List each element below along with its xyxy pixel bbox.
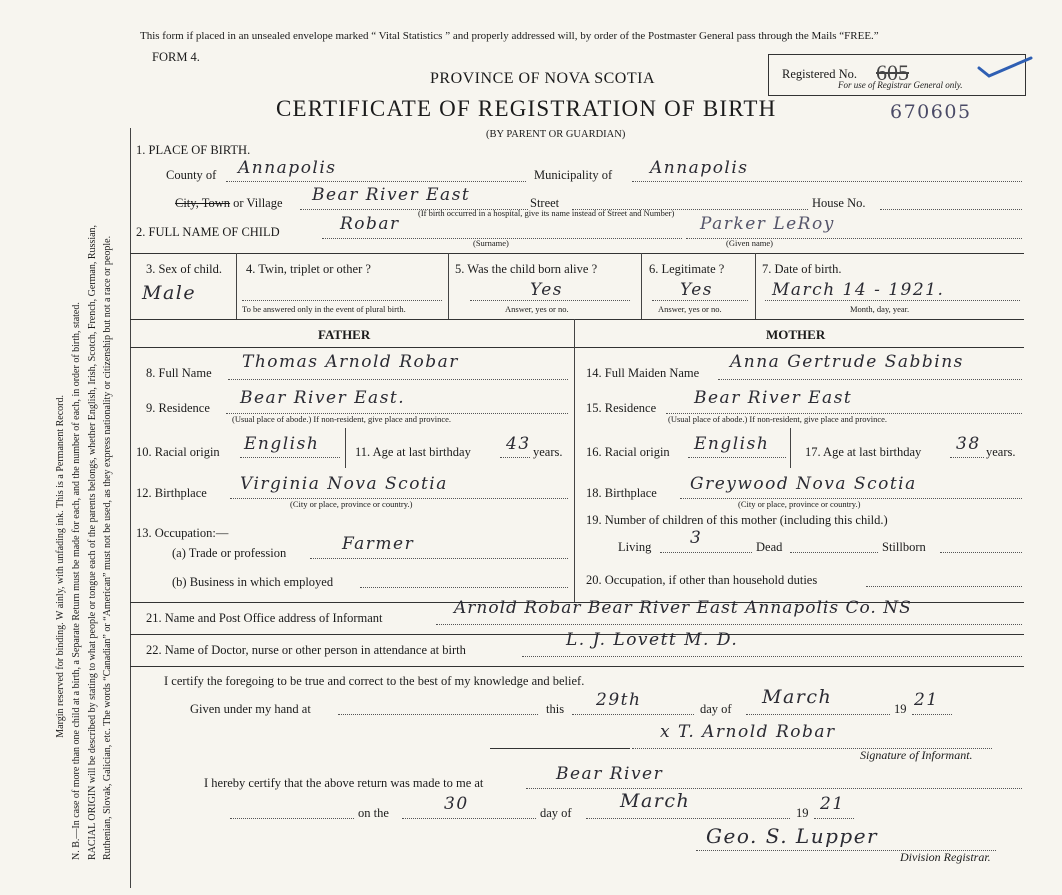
left-border bbox=[130, 128, 131, 888]
division-registrar-caption: Division Registrar. bbox=[900, 850, 991, 864]
informant-value: Arnold Robar Bear River East Annapolis Co. NS bbox=[454, 598, 912, 618]
father-trade-label: (a) Trade or profession bbox=[172, 546, 287, 560]
hereby-certify-label: I hereby certify that the above return was made to me at bbox=[204, 776, 484, 790]
city-town-village-label bbox=[175, 196, 283, 211]
mother-racial-value: English bbox=[694, 434, 770, 454]
mother-children-label: 19. Number of children of this mother (including this child.) bbox=[586, 513, 888, 527]
child-surname-value: Robar bbox=[340, 214, 400, 234]
alive-note: Answer, yes or no. bbox=[505, 304, 569, 314]
mother-name-value: Anna Gertrude Sabbins bbox=[730, 352, 964, 372]
father-residence-value: Bear River East. bbox=[240, 388, 406, 408]
mother-age-unit: years. bbox=[986, 445, 1016, 459]
legitimate-note: Answer, yes or no. bbox=[658, 304, 722, 314]
certificate-subtitle: (BY PARENT OR GUARDIAN) bbox=[486, 129, 626, 140]
this-label: this bbox=[546, 702, 565, 716]
registrar-signature: Geo. S. Lupper bbox=[706, 824, 879, 848]
twin-note: To be answered only in the event of plural birth. bbox=[242, 304, 406, 314]
given-month-value: March bbox=[762, 686, 833, 708]
date-of-birth-value: March 14 - 1921. bbox=[772, 280, 945, 300]
informant-label: 21. Name and Post Office address of Informant bbox=[146, 611, 383, 625]
dead-label: Dead bbox=[756, 540, 783, 554]
child-name-label: 2. FULL NAME OF CHILD bbox=[136, 225, 280, 239]
certificate-title: CERTIFICATE OF REGISTRATION OF BIRTH bbox=[276, 96, 777, 121]
father-occupation-label: 13. Occupation:— bbox=[136, 526, 229, 540]
stillborn-label: Stillborn bbox=[882, 540, 926, 554]
village-label: or Village bbox=[230, 196, 283, 210]
child-given-name-value: Parker LeRoy bbox=[700, 214, 835, 234]
father-business-label: (b) Business in which employed bbox=[172, 575, 334, 589]
doctor-label: 22. Name of Doctor, nurse or other person in attendance at birth bbox=[146, 643, 466, 657]
margin-binding-note: Margin reserved for binding. W ainly, with unfading ink. This is a Permanent Record. bbox=[55, 395, 66, 738]
village-value: Bear River East bbox=[312, 185, 471, 205]
mother-name-label: 14. Full Maiden Name bbox=[586, 366, 700, 380]
given-day-of-label: day of bbox=[700, 702, 732, 716]
mother-birthplace-label: 18. Birthplace bbox=[586, 486, 657, 500]
reported-day-value: 30 bbox=[444, 794, 469, 814]
hospital-note: (If birth occurred in a hospital, give its name instead of Street and Number) bbox=[418, 208, 675, 218]
given-day-value: 29th bbox=[596, 690, 642, 710]
given-name-caption: (Given name) bbox=[726, 238, 773, 248]
form-number: FORM 4. bbox=[152, 50, 200, 64]
father-racial-label: 10. Racial origin bbox=[136, 445, 220, 459]
living-value: 3 bbox=[690, 528, 703, 548]
reported-year-value: 21 bbox=[820, 794, 845, 814]
handwritten-number: 670605 bbox=[890, 101, 972, 123]
place-section-label: 1. PLACE OF BIRTH. bbox=[136, 143, 251, 157]
father-residence-label: 9. Residence bbox=[146, 401, 210, 415]
father-birthplace-label: 12. Birthplace bbox=[136, 486, 207, 500]
reported-day-of-label: day of bbox=[540, 806, 572, 820]
given-year-prefix: 19 bbox=[894, 702, 907, 716]
alive-label: 5. Was the child born alive ? bbox=[455, 262, 598, 276]
mother-heading: MOTHER bbox=[766, 327, 826, 342]
father-heading: FATHER bbox=[318, 327, 371, 342]
alive-value: Yes bbox=[530, 280, 564, 300]
given-year-value: 21 bbox=[914, 690, 939, 710]
father-name-value: Thomas Arnold Robar bbox=[242, 352, 459, 372]
reported-month-value: March bbox=[620, 790, 691, 812]
mother-racial-label: 16. Racial origin bbox=[586, 445, 670, 459]
father-racial-value: English bbox=[244, 434, 320, 454]
mother-residence-label: 15. Residence bbox=[586, 401, 657, 415]
margin-nb-note: N. B.—In case of more than one child at a birth, a Separate Return must be made for each, and the number of each, in order of birth, stated. bbox=[71, 302, 82, 860]
father-birthplace-value: Virginia Nova Scotia bbox=[240, 474, 448, 494]
house-number-label: House No. bbox=[812, 196, 866, 210]
postal-notice: This form if placed in an unsealed envelope marked “ Vital Statistics ” and properly addressed will, by order of the Postmaster General pass through the Mails “FREE.” bbox=[140, 30, 879, 42]
doctor-value: L. J. Lovett M. D. bbox=[566, 630, 739, 650]
city-town-struck: City, Town bbox=[175, 196, 231, 210]
living-label: Living bbox=[618, 540, 652, 554]
checkmark-icon bbox=[975, 54, 1035, 78]
reported-year-prefix: 19 bbox=[796, 806, 809, 820]
margin-racial-origin-note: RACIAL ORIGIN will be described by stating to what people or tongue each of the parents belongs, whether English, Irish, Scotch, French, German, Russian, bbox=[87, 224, 98, 860]
registered-label: Registered No. bbox=[782, 67, 857, 81]
twin-label: 4. Twin, triplet or other ? bbox=[246, 262, 371, 276]
mother-residence-note: (Usual place of abode.) If non-resident, give place and province. bbox=[668, 414, 888, 424]
street-label: Street bbox=[530, 196, 560, 210]
mother-age-value: 38 bbox=[956, 434, 981, 454]
municipality-value: Annapolis bbox=[650, 158, 749, 178]
margin-racial-origin-note-2: Ruthenian, Slovak, Galician, etc. The words “Canadian” or “American” must not be used, as they express nationality or citizenship but not a race or people. bbox=[102, 235, 113, 860]
county-label: County of bbox=[166, 168, 217, 182]
municipality-label: Municipality of bbox=[534, 168, 613, 182]
registrar-only-note: For use of Registrar General only. bbox=[838, 80, 963, 90]
sex-label: 3. Sex of child. bbox=[146, 262, 223, 276]
mother-birthplace-note: (City or place, province or country.) bbox=[738, 499, 861, 509]
county-value: Annapolis bbox=[238, 158, 337, 178]
father-birthplace-note: (City or place, province or country.) bbox=[290, 499, 413, 509]
informant-signature-caption: Signature of Informant. bbox=[860, 748, 973, 762]
given-under-label: Given under my hand at bbox=[190, 702, 311, 716]
mother-birthplace-value: Greywood Nova Scotia bbox=[690, 474, 917, 494]
father-age-unit: years. bbox=[533, 445, 563, 459]
legitimate-value: Yes bbox=[680, 280, 714, 300]
reported-place-value: Bear River bbox=[556, 764, 664, 784]
legitimate-label: 6. Legitimate ? bbox=[649, 262, 725, 276]
date-of-birth-note: Month, day, year. bbox=[850, 304, 910, 314]
date-of-birth-label: 7. Date of birth. bbox=[762, 262, 842, 276]
father-age-label: 11. Age at last birthday bbox=[355, 445, 471, 459]
province-title: PROVINCE OF NOVA SCOTIA bbox=[430, 70, 656, 87]
mother-occupation-label: 20. Occupation, if other than household duties bbox=[586, 573, 818, 587]
informant-signature: x T. Arnold Robar bbox=[660, 722, 836, 742]
on-the-label: on the bbox=[358, 806, 389, 820]
mother-age-label: 17. Age at last birthday bbox=[805, 445, 922, 459]
father-name-label: 8. Full Name bbox=[146, 366, 212, 380]
sex-value: Male bbox=[142, 282, 197, 304]
father-trade-value: Farmer bbox=[342, 534, 415, 554]
surname-caption: (Surname) bbox=[473, 238, 509, 248]
certify-statement: I certify the foregoing to be true and correct to the best of my knowledge and belief. bbox=[164, 674, 585, 688]
father-residence-note: (Usual place of abode.) If non-resident, give place and province. bbox=[232, 414, 452, 424]
registered-value: 605 bbox=[876, 60, 909, 85]
father-age-value: 43 bbox=[506, 434, 531, 454]
mother-residence-value: Bear River East bbox=[694, 388, 853, 408]
